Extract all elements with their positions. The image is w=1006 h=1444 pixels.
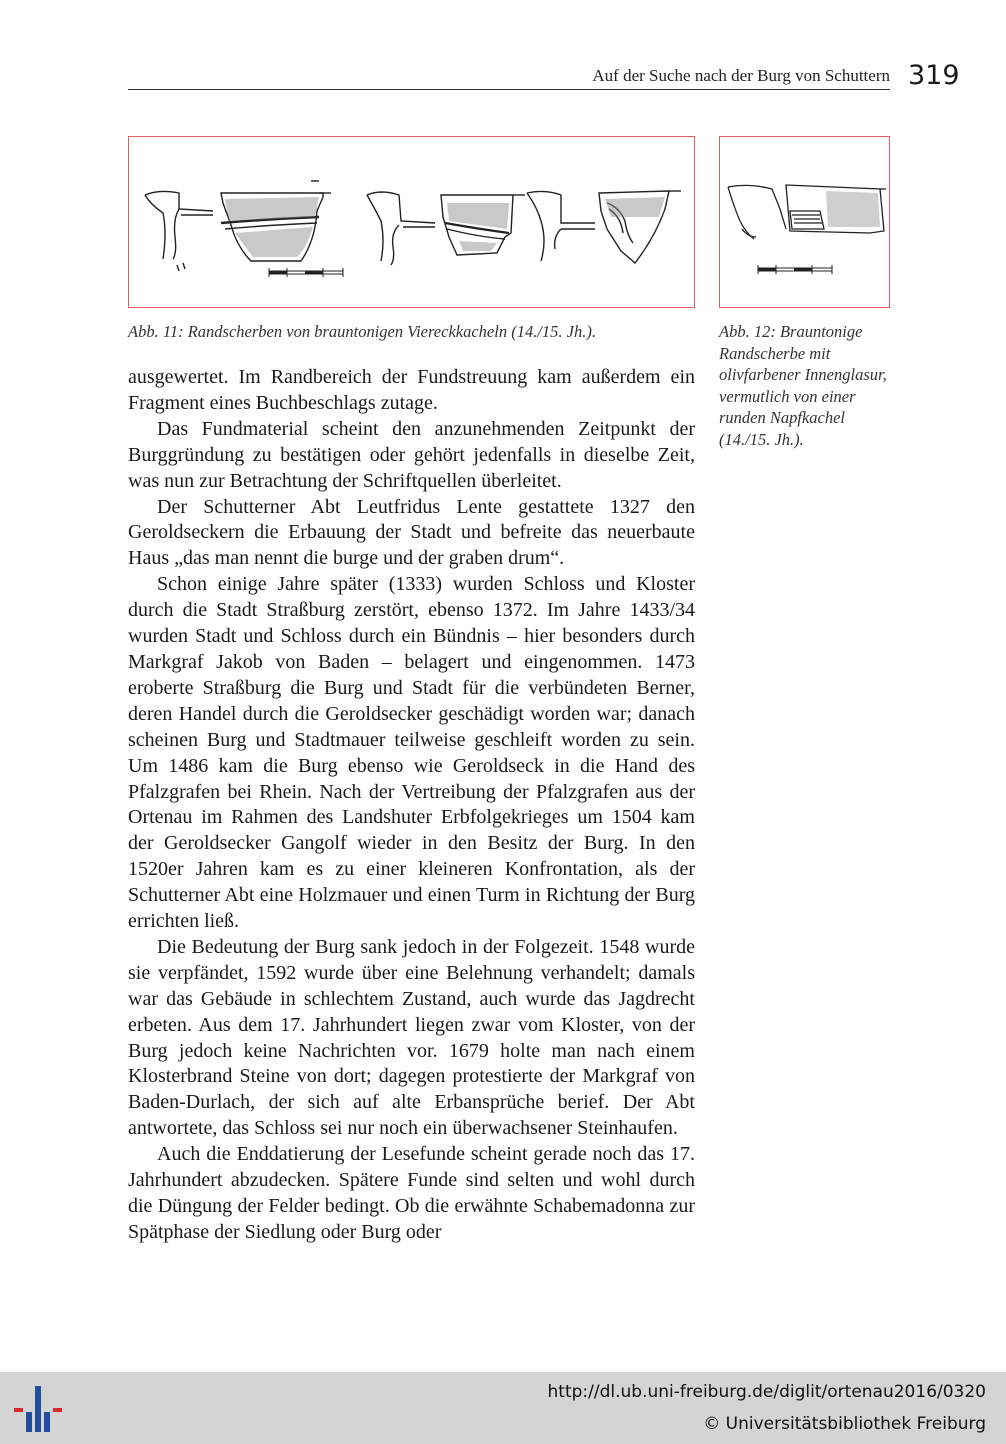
- napfkachel-sherd-illustration: [720, 137, 891, 309]
- ub-freiburg-logo-icon: [12, 1384, 64, 1434]
- paragraph: ausgewertet. Im Randbereich der Fundstreuung kam außerdem ein Fragment eines Buchbeschlags zutage.: [128, 366, 695, 414]
- figure-12-caption: Abb. 12: Brauntonige Randscherbe mit olivfarbener Innenglasur, vermutlich von einer runden Napfkachel (14./15. Jh.).: [719, 322, 887, 449]
- figure-12-image: [719, 136, 890, 308]
- paragraph: Die Bedeutung der Burg sank jedoch in der Folgezeit. 1548 wurde sie verpfändet, 1592 wurde über eine Belehnung verhandelt; damals war das Gebäude in schlechtem Zustand, auch wurde das Jagdrecht erbeten. Aus dem 17. Jahrhundert liegen zwar vom Kloster, von der Burg jedoch keine Nachrichten vor. 1679 holte man nach einem Klosterbrand Steine von dort; dagegen protestierte der Markgraf von Baden-Durlach, der sich auf alte Erbansprüche berief. Der Abt antwortete, das Schloss sei nur noch ein überwachsener Steinhaufen.: [128, 935, 695, 1140]
- scale-bar: [269, 268, 343, 277]
- footer-copyright: © Universitätsbibliothek Freiburg: [703, 1414, 986, 1434]
- running-header: [128, 64, 890, 90]
- figure-11-image: [128, 136, 695, 308]
- paragraph: Das Fundmaterial scheint den anzunehmenden Zeitpunkt der Burggründung zu bestätigen oder gehört jedenfalls in dieselbe Zeit, was nun zur Betrachtung der Schriftquellen überleitet.: [128, 417, 695, 492]
- sherd-drawings-illustration: [129, 137, 696, 309]
- footer-bar: [0, 1372, 1006, 1444]
- body-text: [128, 365, 695, 1246]
- footer-url-link[interactable]: http://dl.ub.uni-freiburg.de/diglit/ortenau2016/0320: [547, 1382, 986, 1402]
- page-number: 319: [908, 60, 960, 91]
- running-title: Auf der Suche nach der Burg von Schuttern: [592, 66, 890, 85]
- paragraph: Auch die Enddatierung der Lesefunde scheint gerade noch das 17. Jahrhundert abzudecken. Spätere Funde sind selten und wohl durch die Düngung der Felder bedingt. Ob die erwähnte Schabemadonna zur Spätphase der Siedlung oder Burg oder: [128, 1143, 695, 1243]
- paragraph: Der Schutterner Abt Leutfridus Lente gestattete 1327 den Geroldseckern die Erbauung der Stadt und befreite das neuerbaute Haus „das man nennt die burge und der graben drum“.: [128, 495, 695, 570]
- paragraph: Schon einige Jahre später (1333) wurden Schloss und Kloster durch die Stadt Straßburg zerstört, ebenso 1372. Im Jahre 1433/34 wurden Stadt und Schloss durch ein Bündnis – hier besonders durch Markgraf Jakob von Baden – belagert und eingenommen. 1473 eroberte Straßburg die Burg und Stadt für die verbündeten Berner, deren Handel durch die Geroldsecker geschädigt worden war; danach scheinen Burg und Stadtmauer teilweise geschleift worden zu sein. Um 1486 kam die Burg ebenso wie Geroldseck in die Hand des Pfalzgrafen bei Rhein. Nach der Vertreibung der Pfalzgrafen aus der Ortenau im Rahmen des Landshuter Erbfolgekrieges um 1504 kam der Geroldsecker Gangolf wieder in den Besitz der Burg. In den 1520er Jahren kam es zu einer kleineren Konfrontation, als der Schutterner Abt eine Holzmauer und einen Turm in Richtung der Burg errichten ließ.: [128, 573, 695, 933]
- figure-11-caption: Abb. 11: Randscherben von brauntonigen Viereckkacheln (14./15. Jh.).: [128, 322, 596, 341]
- scale-bar: [758, 265, 832, 274]
